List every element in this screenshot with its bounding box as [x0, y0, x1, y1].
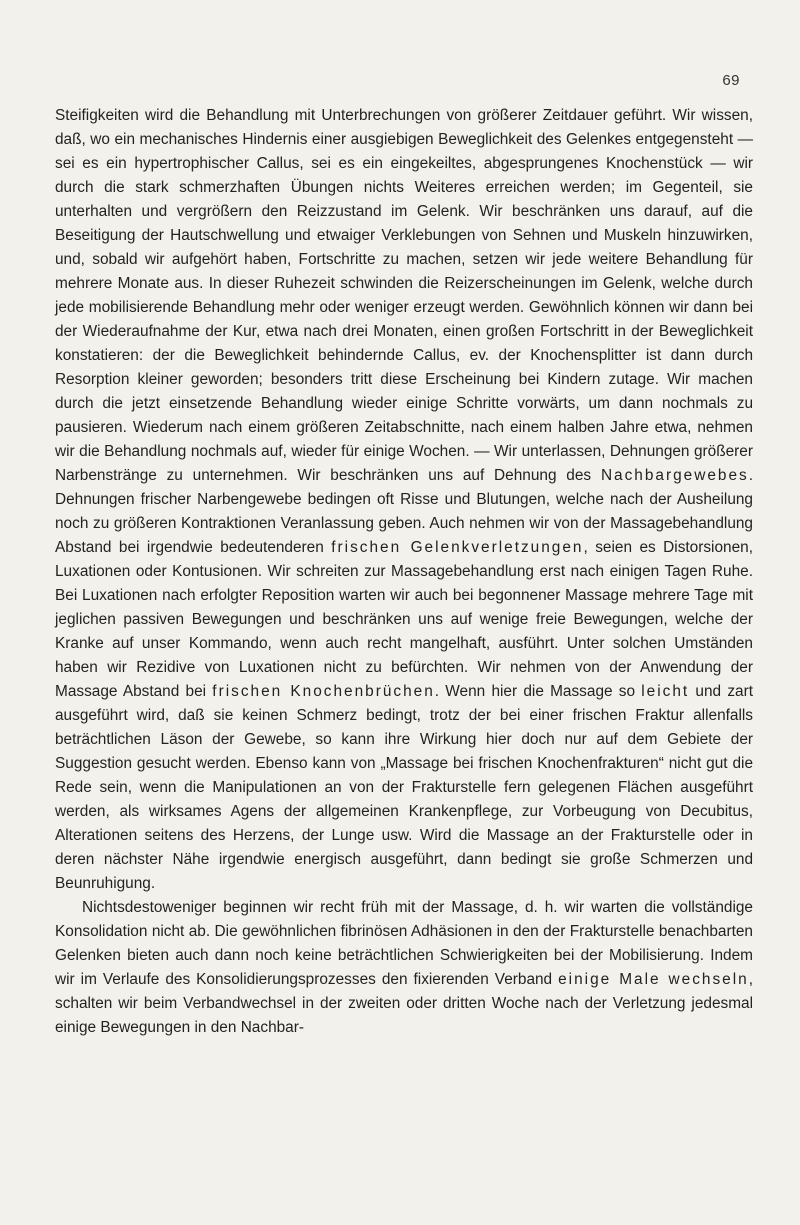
body-text [55, 104, 753, 1040]
page-number: 69 [722, 72, 740, 89]
emphasized-text: Nachbargewebes [600, 467, 749, 484]
text-run: . Dehnungen frischer Narbengewebe bedingen oft Risse und Blutungen, welche nach der Ausheilung noch zu größeren Kontraktionen Veranlassung geben. Auch nehmen wir von der Massagebehandlung Abstand bei irgendwie bedeutenderen [55, 467, 753, 556]
text-run: Nichtsdestoweniger beginnen wir recht früh mit der Massage, d. h. wir warten die vollständige Konsolidation nicht ab. Die gewöhnlichen fibrinösen Adhäsionen in den der Frakturstelle benachbarten Gelenken bieten auch dann noch keine beträchtlichen Schwierigkeiten bei der Mobilisierung. Indem wir im Verlaufe des Konsolidierungsprozesses den fixierenden Verband [55, 899, 753, 988]
paragraph-2 [55, 896, 753, 1040]
text-run: Steifigkeiten wird die Behandlung mit Unterbrechungen von größerer Zeitdauer geführt. Wir wissen, daß, wo ein mechanisches Hindernis einer ausgiebigen Beweglichkeit des Gelenkes entgegensteht — sei es ein hypertrophischer Callus, sei es ein eingekeiltes, abgesprungenes Knochenstück — wir durch die stark schmerzhaften Übungen nichts Weiteres erreichen werden; im Gegenteil, sie unterhalten und vergrößern den Reizzustand im Gelenk. Wir beschränken uns darauf, auf die Beseitigung der Hautschwellung und etwaiger Verklebungen von Sehnen und Muskeln hinzuwirken, und, sobald wir aufgehört haben, Fortschritte zu machen, setzen wir jede weitere Behandlung für mehrere Monate aus. In dieser Ruhezeit schwinden die Reizerscheinungen im Gelenk, welche durch jede mobilisierende Behandlung mehr oder weniger erzeugt werden. Gewöhnlich können wir dann bei der Wiederaufnahme der Kur, etwa nach drei Monaten, einen großen Fortschritt in der Beweglichkeit konstatieren: der die Beweglichkeit behindernde Callus, ev. der Knochensplitter ist dann durch Resorption kleiner geworden; besonders tritt diese Erscheinung bei Kindern zutage. Wir machen durch die jetzt einsetzende Behandlung wieder einige Schritte vorwärts, um dann nochmals zu pausieren. Wiederum nach einem größeren Zeitabschnitte, nach einem halben Jahre etwa, nehmen wir die Behandlung nochmals auf, wieder für einige Wochen. — Wir unterlassen, Dehnungen größerer Narbenstränge zu unternehmen. Wir beschränken uns auf Dehnung des [55, 107, 753, 484]
emphasized-text: frischen Knochenbrüchen [212, 683, 435, 700]
emphasized-text: frischen Gelenkverletzungen [331, 539, 584, 556]
emphasized-text: einige Male wechseln [558, 971, 749, 988]
paragraph-1 [55, 104, 753, 896]
text-run: und zart ausgeführt wird, daß sie keinen Schmerz bedingt, trotz der bei einer frischen Fraktur allenfalls beträchtlichen Läson der Gewebe, so kann ihre Wirkung hier doch nur auf dem Gebiete der Suggestion gesucht werden. Ebenso kann von „Massage bei frischen Knochenfrakturen“ nicht gut die Rede sein, wenn die Manipulationen an von der Frakturstelle fern gelegenen Flächen ausgeführt werden, als wirksames Agens der allgemeinen Krankenpflege, zur Vorbeugung von Decubitus, Alterationen seitens des Herzens, der Lunge usw. Wird die Massage an der Frakturstelle oder in deren nächster Nähe irgendwie energisch ausgeführt, dann bedingt sie große Schmerzen und Beunruhigung. [55, 683, 753, 892]
text-run: , schalten wir beim Verbandwechsel in der zweiten oder dritten Woche nach der Verletzung jedesmal einige Bewegungen in den Nachbar- [55, 971, 753, 1036]
text-run: , seien es Distorsionen, Luxationen oder Kontusionen. Wir schreiten zur Massagebehandlung erst nach einigen Tagen Ruhe. Bei Luxationen nach erfolgter Reposition warten wir auch bei begonnener Massage mehrere Tage mit jeglichen passiven Bewegungen und beschränken uns auf wenige freie Bewegungen, welche der Kranke auf unser Kommando, wenn auch recht mangelhaft, ausführt. Unter solchen Umständen haben wir Rezidive von Luxationen nicht zu befürchten. Wir nehmen von der Anwendung der Massage Abstand bei [55, 539, 753, 700]
text-run: . Wenn hier die Massage so [434, 683, 642, 700]
emphasized-text: leicht [641, 683, 690, 700]
